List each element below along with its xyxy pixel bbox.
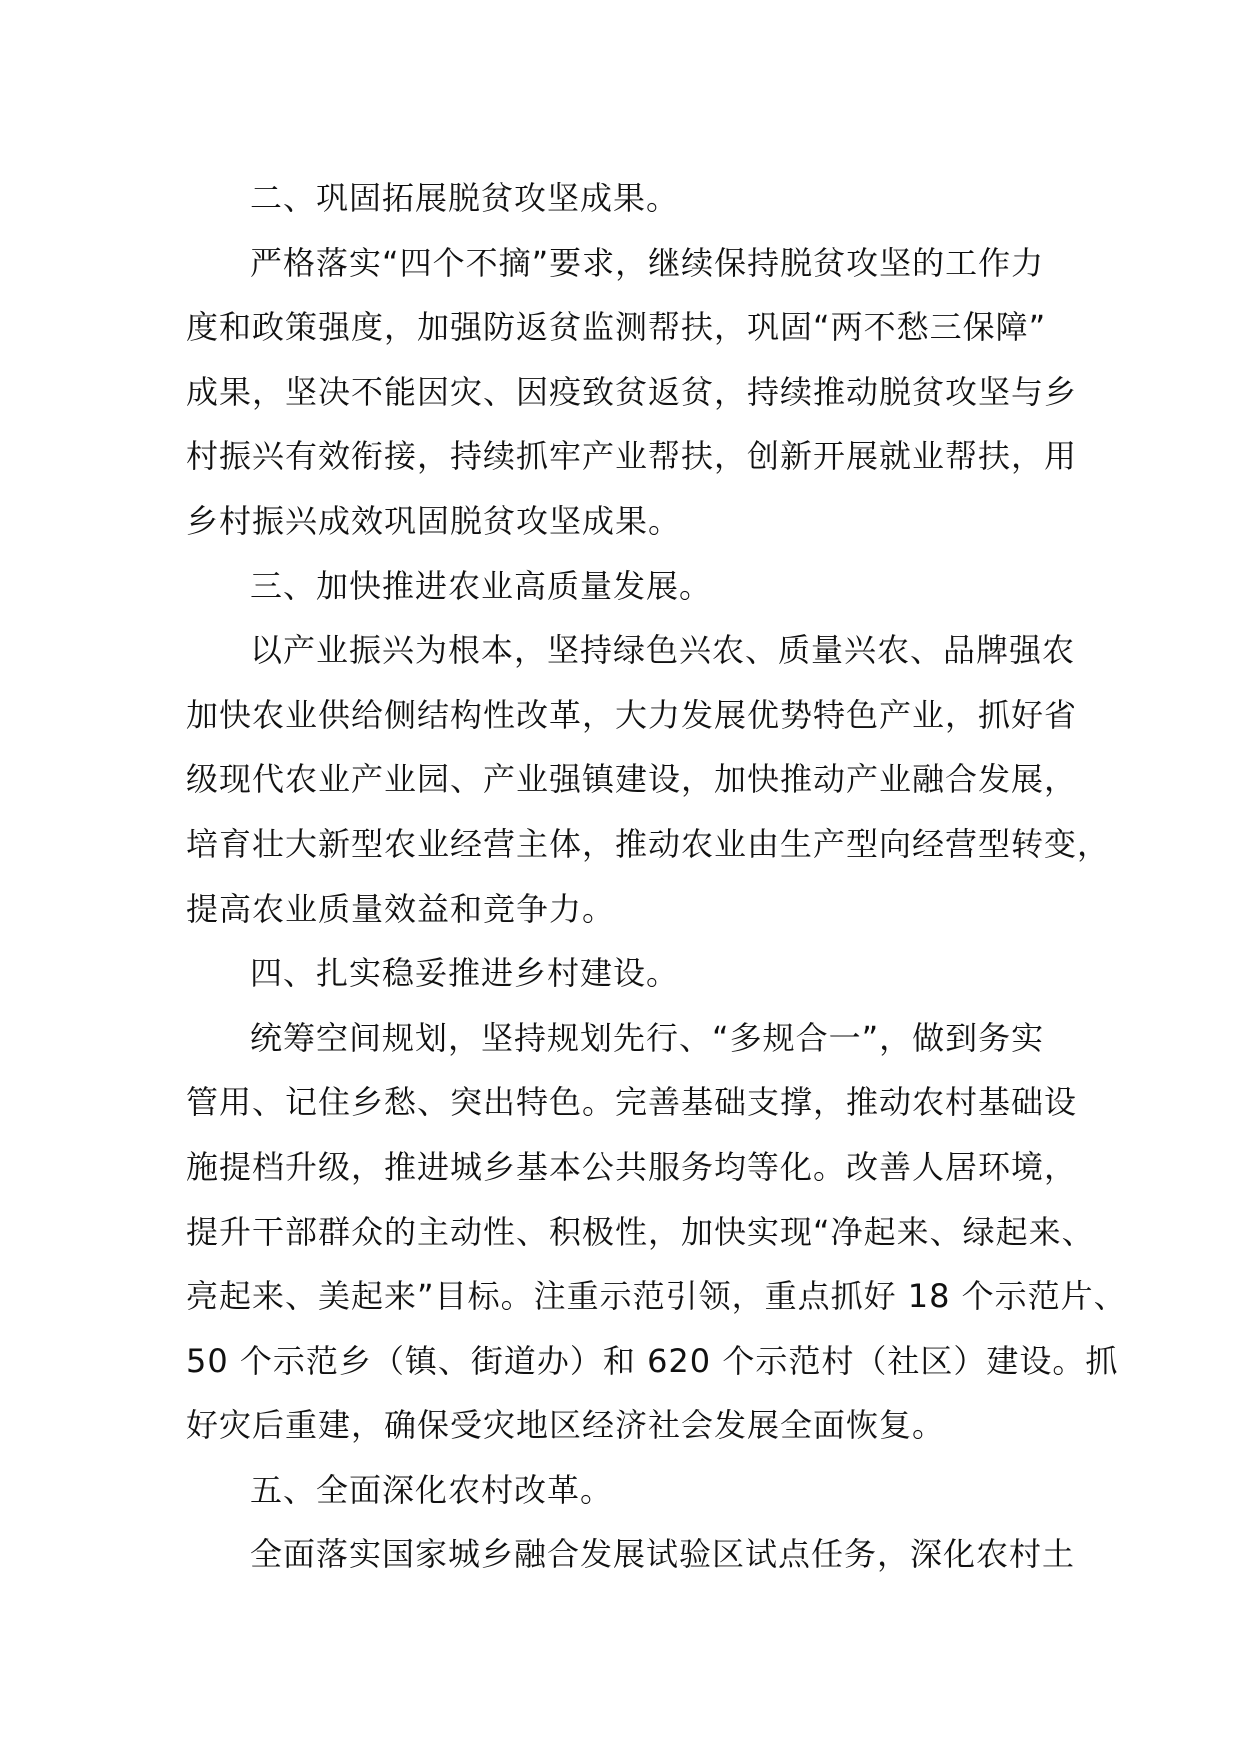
text-line: 好灾后重建，确保受灾地区经济社会发展全面恢复。: [186, 1406, 946, 1445]
text-line: 二、巩固拓展脱贫攻坚成果。: [250, 179, 680, 217]
text-line: 五、全面深化农村改革。: [250, 1470, 614, 1509]
text-line: 级现代农业产业园、产业强镇建设，加快推动产业融合发展，: [186, 760, 1078, 799]
section-heading-5: [186, 1458, 1076, 1523]
text-line: 全面落实国家城乡融合发展试验区试点任务，深化农村土: [250, 1535, 1076, 1574]
text-line: 严格落实“四个不摘”要求，继续保持脱贫攻坚的工作力: [250, 243, 1045, 282]
section-heading-3: [186, 554, 1076, 619]
section-heading-4: [186, 941, 1076, 1006]
text-line: 施提档升级，推进城乡基本公共服务均等化。改善人居环境，: [186, 1147, 1078, 1186]
section-body-5: [186, 1522, 1076, 1587]
section-body-2: [186, 231, 1076, 554]
text-line: 亮起来、美起来”目标。注重示范引领，重点抓好 18 个示范片、: [186, 1277, 1127, 1316]
text-line: 提升干部群众的主动性、积极性，加快实现“净起来、绿起来、: [186, 1212, 1095, 1251]
text-line: 三、加快推进农业高质量发展。: [250, 566, 713, 605]
text-line: 统筹空间规划，坚持规划先行、“多规合一”，做到务实: [250, 1018, 1045, 1057]
section-body-3: [186, 618, 1111, 941]
text-line: 加快农业供给侧结构性改革，大力发展优势特色产业，抓好省: [186, 695, 1078, 734]
text-line: 四、扎实稳妥推进乡村建设。: [250, 954, 680, 993]
text-line: 以产业振兴为根本，坚持绿色兴农、质量兴农、品牌强农: [250, 631, 1076, 670]
text-line: 村振兴有效衔接，持续抓牢产业帮扶，创新开展就业帮扶，用: [186, 437, 1078, 476]
text-line: 50 个示范乡（镇、街道办）和 620 个示范村（社区）建设。抓: [186, 1341, 1119, 1380]
section-body-4: [186, 1006, 1127, 1458]
text-line: 提高农业质量效益和竞争力。: [186, 889, 616, 928]
text-line: 乡村振兴成效巩固脱贫攻坚成果。: [186, 501, 682, 540]
text-line: 度和政策强度，加强防返贫监测帮扶，巩固“两不愁三保障”: [186, 308, 1047, 347]
text-line: 成果，坚决不能因灾、因疫致贫返贫，持续推动脱贫攻坚与乡: [186, 372, 1078, 411]
text-line: 培育壮大新型农业经营主体，推动农业由生产型向经营型转变，: [186, 824, 1111, 863]
text-line: 管用、记住乡愁、突出特色。完善基础支撑，推动农村基础设: [186, 1083, 1078, 1122]
document-page: [186, 166, 1127, 1587]
section-heading-2: [186, 166, 1076, 231]
